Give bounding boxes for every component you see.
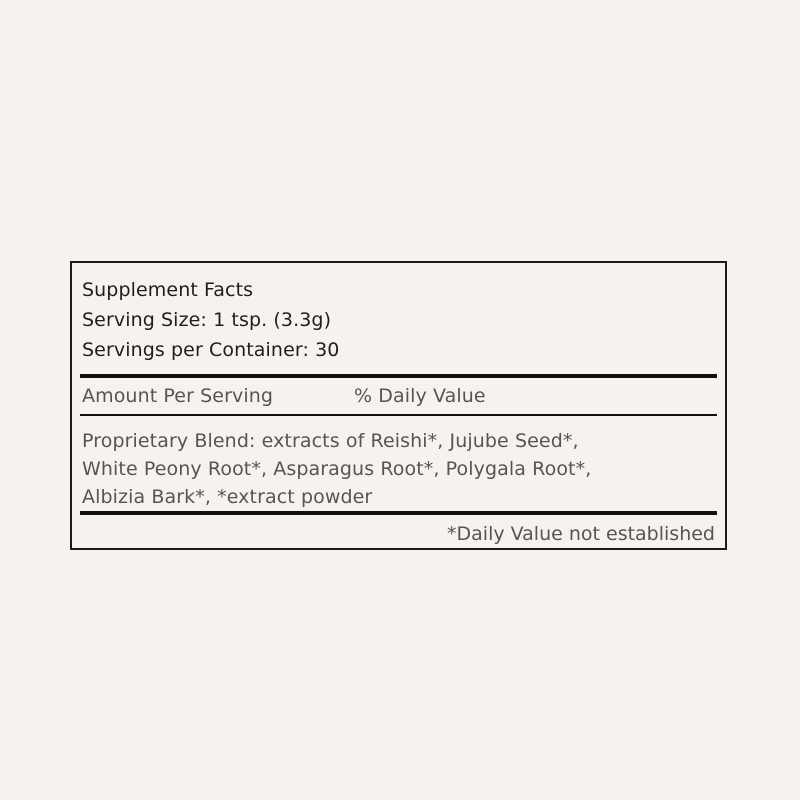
supplement-facts-panel [70, 261, 727, 550]
blend-line-2: White Peony Root*, Asparagus Root*, Polygala Root*, [82, 458, 592, 480]
thick-divider-bottom [80, 511, 717, 515]
servings-per-container: Servings per Container: 30 [82, 339, 340, 361]
amount-per-serving-label: Amount Per Serving [82, 385, 274, 407]
daily-value-footnote: *Daily Value not established [447, 523, 715, 545]
thin-divider [80, 414, 717, 416]
thick-divider-top [80, 374, 717, 378]
blend-line-1: Proprietary Blend: extracts of Reishi*, Jujube Seed*, [82, 430, 579, 452]
serving-size: Serving Size: 1 tsp. (3.3g) [82, 309, 332, 331]
facts-title: Supplement Facts [82, 279, 254, 301]
daily-value-label: % Daily Value [354, 385, 486, 407]
blend-line-3: Albizia Bark*, *extract powder [82, 486, 373, 508]
column-header-row [82, 383, 682, 409]
